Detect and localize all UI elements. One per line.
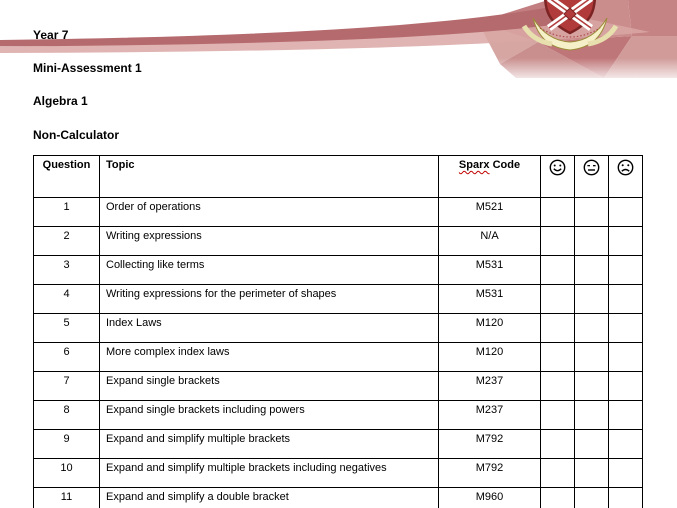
sparx-code-cell: M792 xyxy=(439,459,541,488)
neutral-tick-cell[interactable] xyxy=(575,343,609,372)
table-row xyxy=(34,227,643,256)
sad-tick-cell[interactable] xyxy=(609,285,643,314)
column-header-sparx-code xyxy=(439,156,541,198)
happy-tick-cell[interactable] xyxy=(541,227,575,256)
happy-tick-cell[interactable] xyxy=(541,488,575,508)
table-header-row xyxy=(34,156,643,198)
question-number: 11 xyxy=(34,488,100,508)
banner-decoration xyxy=(0,0,677,92)
neutral-tick-cell[interactable] xyxy=(575,459,609,488)
table-row xyxy=(34,401,643,430)
question-number: 7 xyxy=(34,372,100,401)
code-word: Code xyxy=(492,159,521,171)
question-number: 9 xyxy=(34,430,100,459)
heading-assessment: Mini-Assessment 1 xyxy=(33,61,142,75)
sad-face-icon xyxy=(617,159,634,176)
topic-cell: Expand and simplify multiple brackets including negatives xyxy=(100,459,439,488)
topic-cell: Expand and simplify a double bracket xyxy=(100,488,439,508)
question-number: 4 xyxy=(34,285,100,314)
happy-tick-cell[interactable] xyxy=(541,343,575,372)
column-header-question: Question xyxy=(34,156,100,198)
sad-tick-cell[interactable] xyxy=(609,343,643,372)
neutral-tick-cell[interactable] xyxy=(575,314,609,343)
neutral-tick-cell[interactable] xyxy=(575,372,609,401)
topic-cell: Order of operations xyxy=(100,198,439,227)
table-row xyxy=(34,314,643,343)
sparx-code-cell: M521 xyxy=(439,198,541,227)
topic-cell: Expand single brackets xyxy=(100,372,439,401)
happy-tick-cell[interactable] xyxy=(541,198,575,227)
question-number: 1 xyxy=(34,198,100,227)
topic-cell: Index Laws xyxy=(100,314,439,343)
table-row xyxy=(34,430,643,459)
column-header-happy xyxy=(541,156,575,198)
sparx-code-cell: M792 xyxy=(439,430,541,459)
table-row xyxy=(34,285,643,314)
facet-fade xyxy=(470,58,677,84)
column-header-topic: Topic xyxy=(100,156,439,198)
topic-cell: Expand and simplify multiple brackets xyxy=(100,430,439,459)
sparx-code-cell: M237 xyxy=(439,401,541,430)
happy-tick-cell[interactable] xyxy=(541,285,575,314)
table-row xyxy=(34,488,643,508)
happy-tick-cell[interactable] xyxy=(541,401,575,430)
topic-cell: Collecting like terms xyxy=(100,256,439,285)
table-row xyxy=(34,343,643,372)
sad-tick-cell[interactable] xyxy=(609,459,643,488)
question-number: 6 xyxy=(34,343,100,372)
sparx-code-cell: M531 xyxy=(439,256,541,285)
sparx-code-cell: M960 xyxy=(439,488,541,508)
table-row xyxy=(34,459,643,488)
happy-tick-cell[interactable] xyxy=(541,256,575,285)
happy-tick-cell[interactable] xyxy=(541,430,575,459)
heading-calculator: Non-Calculator xyxy=(33,128,120,142)
neutral-tick-cell[interactable] xyxy=(575,198,609,227)
sparx-code-cell: M120 xyxy=(439,314,541,343)
neutral-tick-cell[interactable] xyxy=(575,285,609,314)
assessment-table xyxy=(33,155,643,508)
question-number: 2 xyxy=(34,227,100,256)
topic-cell: Expand single brackets including powers xyxy=(100,401,439,430)
table-row xyxy=(34,372,643,401)
sparx-code-cell: M531 xyxy=(439,285,541,314)
sad-tick-cell[interactable] xyxy=(609,488,643,508)
topic-cell: More complex index laws xyxy=(100,343,439,372)
column-header-neutral xyxy=(575,156,609,198)
sad-tick-cell[interactable] xyxy=(609,430,643,459)
topic-cell: Writing expressions for the perimeter of shapes xyxy=(100,285,439,314)
neutral-tick-cell[interactable] xyxy=(575,430,609,459)
sparx-code-cell: M120 xyxy=(439,343,541,372)
question-number: 5 xyxy=(34,314,100,343)
sad-tick-cell[interactable] xyxy=(609,198,643,227)
question-number: 10 xyxy=(34,459,100,488)
topic-cell: Writing expressions xyxy=(100,227,439,256)
column-header-sad xyxy=(609,156,643,198)
sad-tick-cell[interactable] xyxy=(609,401,643,430)
heading-year: Year 7 xyxy=(33,28,69,42)
happy-tick-cell[interactable] xyxy=(541,314,575,343)
sparx-code-cell: M237 xyxy=(439,372,541,401)
table-row xyxy=(34,256,643,285)
question-number: 3 xyxy=(34,256,100,285)
neutral-face-icon xyxy=(583,159,600,176)
neutral-tick-cell[interactable] xyxy=(575,401,609,430)
table-row xyxy=(34,198,643,227)
sparx-code-cell: N/A xyxy=(439,227,541,256)
happy-tick-cell[interactable] xyxy=(541,459,575,488)
neutral-tick-cell[interactable] xyxy=(575,488,609,508)
happy-face-icon xyxy=(549,159,566,176)
sad-tick-cell[interactable] xyxy=(609,372,643,401)
neutral-tick-cell[interactable] xyxy=(575,256,609,285)
sad-tick-cell[interactable] xyxy=(609,227,643,256)
sad-tick-cell[interactable] xyxy=(609,256,643,285)
question-number: 8 xyxy=(34,401,100,430)
sad-tick-cell[interactable] xyxy=(609,314,643,343)
happy-tick-cell[interactable] xyxy=(541,372,575,401)
neutral-tick-cell[interactable] xyxy=(575,227,609,256)
sparx-misspelling: Sparx xyxy=(458,159,490,171)
heading-topic-unit: Algebra 1 xyxy=(33,94,88,108)
